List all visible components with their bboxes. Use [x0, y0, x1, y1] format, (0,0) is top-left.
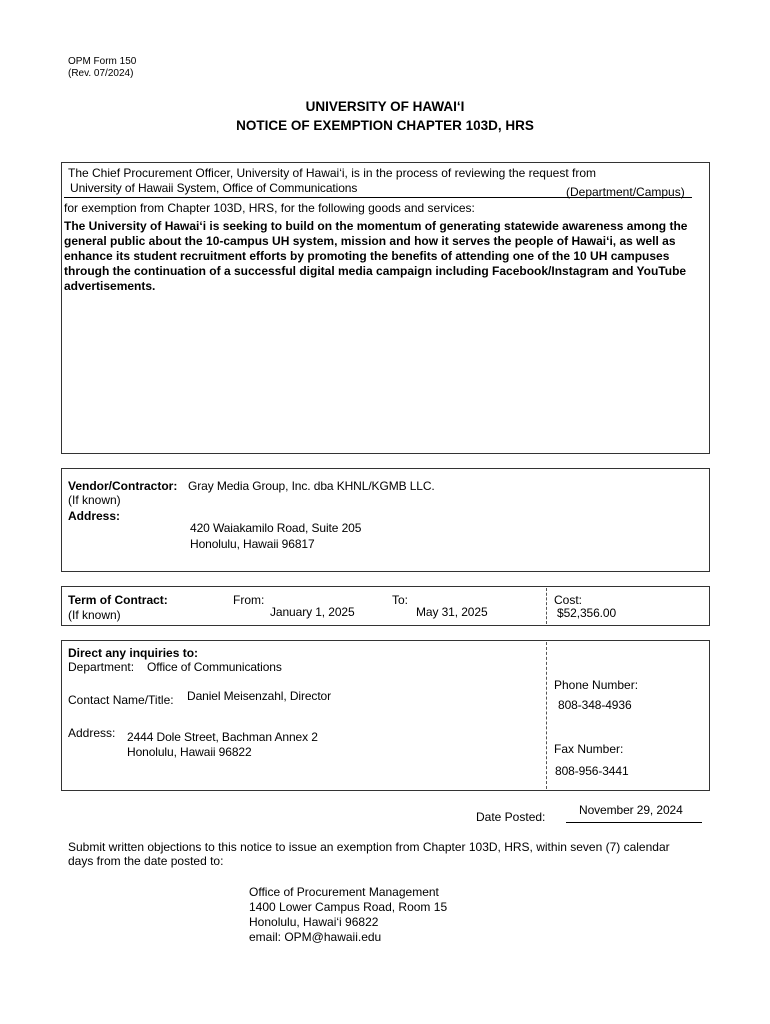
inquiries-address-line2: Honolulu, Hawaii 96822 — [127, 745, 252, 759]
inquiries-address-label: Address: — [68, 726, 116, 740]
requesting-department: University of Hawaii System, Office of Communications — [70, 181, 358, 195]
vendor-label: Vendor/Contractor: — [68, 479, 178, 493]
fax-value: 808-956-3441 — [555, 764, 629, 778]
fax-label: Fax Number: — [554, 742, 624, 756]
inquiries-heading: Direct any inquiries to: — [68, 646, 199, 660]
department-label: (Department/Campus) — [566, 185, 685, 199]
term-from-value: January 1, 2025 — [270, 605, 355, 619]
objection-instructions-line2: days from the date posted to: — [68, 854, 224, 868]
goods-services-description: The University of Hawai‘i is seeking to build on the momentum of generating statewide awareness among the general public about the 10-campus UH system, mission and how it serves the people of Hawai‘i, as well as enhance its student recruitment efforts by promoting the benefits of attending one of the 10 UH campuses through the continuation of a successful digital media campaign including Facebook/Instagram and YouTube advertisements. — [64, 219, 688, 293]
request-intro: The Chief Procurement Officer, University of Hawai‘i, is in the process of reviewing the request from — [68, 166, 596, 180]
phone-label: Phone Number: — [554, 678, 639, 692]
cost-value: $52,356.00 — [557, 606, 617, 620]
page-title: UNIVERSITY OF HAWAI‘I — [305, 99, 465, 114]
phone-value: 808-348-4936 — [558, 698, 632, 712]
form-revision: (Rev. 07/2024) — [68, 68, 134, 79]
opm-office-name: Office of Procurement Management — [249, 885, 439, 899]
inquiries-divider — [546, 642, 547, 789]
term-to-label: To: — [392, 593, 409, 607]
vendor-address-line2: Honolulu, Hawaii 96817 — [190, 537, 315, 551]
date-posted-value: November 29, 2024 — [579, 803, 683, 817]
cost-label: Cost: — [554, 593, 583, 607]
exemption-text: for exemption from Chapter 103D, HRS, for the following goods and services: — [64, 201, 475, 215]
vendor-address-label: Address: — [68, 509, 121, 523]
form-number: OPM Form 150 — [68, 56, 137, 67]
inquiries-department-value: Office of Communications — [147, 660, 282, 674]
vendor-address-line1: 420 Waiakamilo Road, Suite 205 — [190, 521, 362, 535]
objection-instructions-line1: Submit written objections to this notice to issue an exemption from Chapter 103D, HRS, within seven (7) calendar — [68, 840, 670, 854]
opm-street: 1400 Lower Campus Road, Room 15 — [249, 900, 448, 914]
contact-label: Contact Name/Title: — [68, 693, 174, 707]
date-posted-label: Date Posted: — [476, 810, 546, 824]
opm-city: Honolulu, Hawai‘i 96822 — [249, 915, 379, 929]
opm-email: email: OPM@hawaii.edu — [249, 930, 382, 944]
term-divider — [546, 588, 547, 624]
page-subtitle: NOTICE OF EXEMPTION CHAPTER 103D, HRS — [236, 118, 534, 133]
date-posted-underline — [566, 822, 702, 823]
inquiries-address-line1: 2444 Dole Street, Bachman Annex 2 — [127, 730, 318, 744]
vendor-name: Gray Media Group, Inc. dba KHNL/KGMB LLC. — [188, 479, 435, 493]
term-label: Term of Contract: — [68, 593, 168, 607]
contact-value: Daniel Meisenzahl, Director — [187, 689, 332, 703]
term-to-value: May 31, 2025 — [416, 605, 488, 619]
vendor-if-known: (If known) — [68, 493, 121, 507]
inquiries-department-label: Department: — [68, 660, 135, 674]
term-if-known: (If known) — [68, 608, 121, 622]
term-from-label: From: — [233, 593, 265, 607]
